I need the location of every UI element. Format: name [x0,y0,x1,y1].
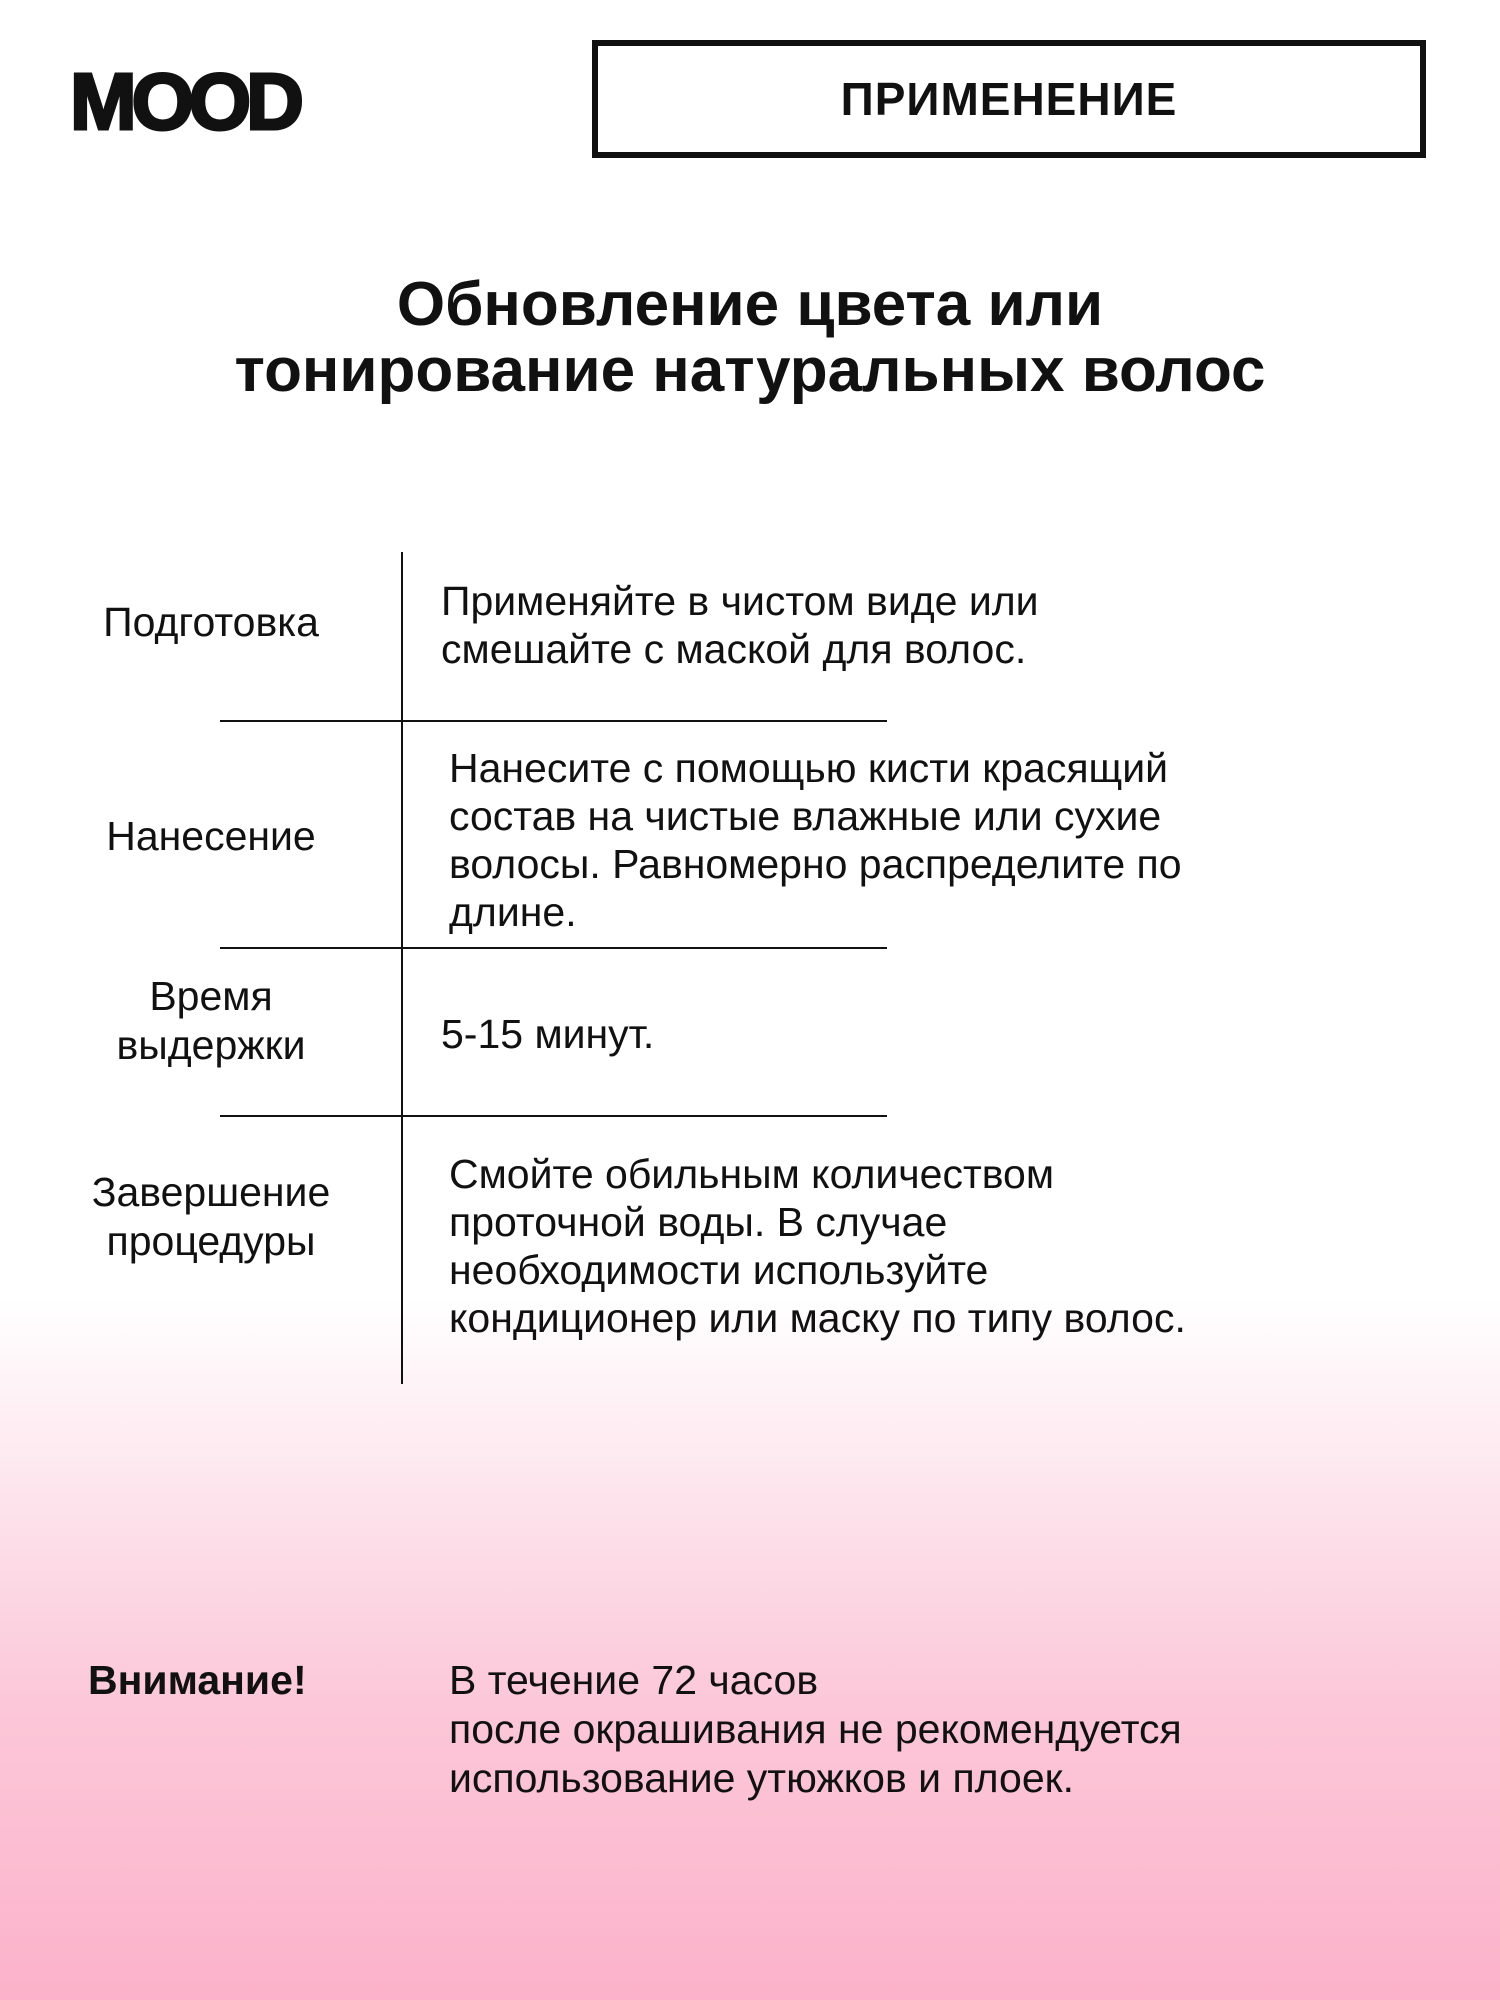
step-text-line: проточной воды. В случае [449,1199,948,1245]
step-text-line: 5-15 минут. [441,1011,655,1057]
brand-logo: MOOD [70,57,299,146]
step-text-line: Нанесите с помощью кисти красящий [449,745,1169,791]
step-text-line: длине. [449,889,577,935]
step-label-preparation [46,598,376,647]
step-label-line: выдержки [116,1022,306,1068]
table-divider-vertical [401,552,403,1384]
step-label-line: Нанесение [106,813,316,859]
table-divider [220,720,887,722]
title-line: Обновление цвета или [396,270,1104,339]
step-text-finishing [449,1150,1186,1342]
title-line: тонирование натуральных волос [234,336,1266,405]
step-text-line: необходимости используйте [449,1247,989,1293]
step-text-application [449,744,1182,936]
warning-text-line: В течение 72 часов [449,1657,819,1703]
step-text-line: состав на чистые влажные или сухие [449,793,1162,839]
warning-text-line: после окрашивания не рекомендуется [449,1706,1182,1752]
warning-label: Внимание! [88,1657,307,1703]
step-label-application [46,812,376,861]
page-title [0,272,1500,404]
step-label-exposure-time [46,972,376,1070]
table-divider [220,1115,887,1117]
step-text-line: Применяйте в чистом виде или [441,578,1039,624]
table-divider [220,947,887,949]
step-label-finishing [46,1168,376,1266]
step-label-line: Подготовка [103,599,319,645]
section-badge: ПРИМЕНЕНИЕ [592,40,1426,158]
warning-text [449,1656,1182,1803]
step-text-preparation [441,577,1039,673]
step-label-line: Завершение [91,1169,331,1215]
step-text-line: Смойте обильным количеством [449,1151,1055,1197]
step-text-line: смешайте с маской для волос. [441,626,1027,672]
step-text-line: кондиционер или маску по типу волос. [449,1295,1186,1341]
step-label-line: процедуры [106,1218,316,1264]
warning-text-line: использование утюжков и плоек. [449,1755,1074,1801]
step-text-exposure-time [441,1010,654,1058]
step-text-line: волосы. Равномерно распределите по [449,841,1182,887]
step-label-line: Время [149,973,273,1019]
